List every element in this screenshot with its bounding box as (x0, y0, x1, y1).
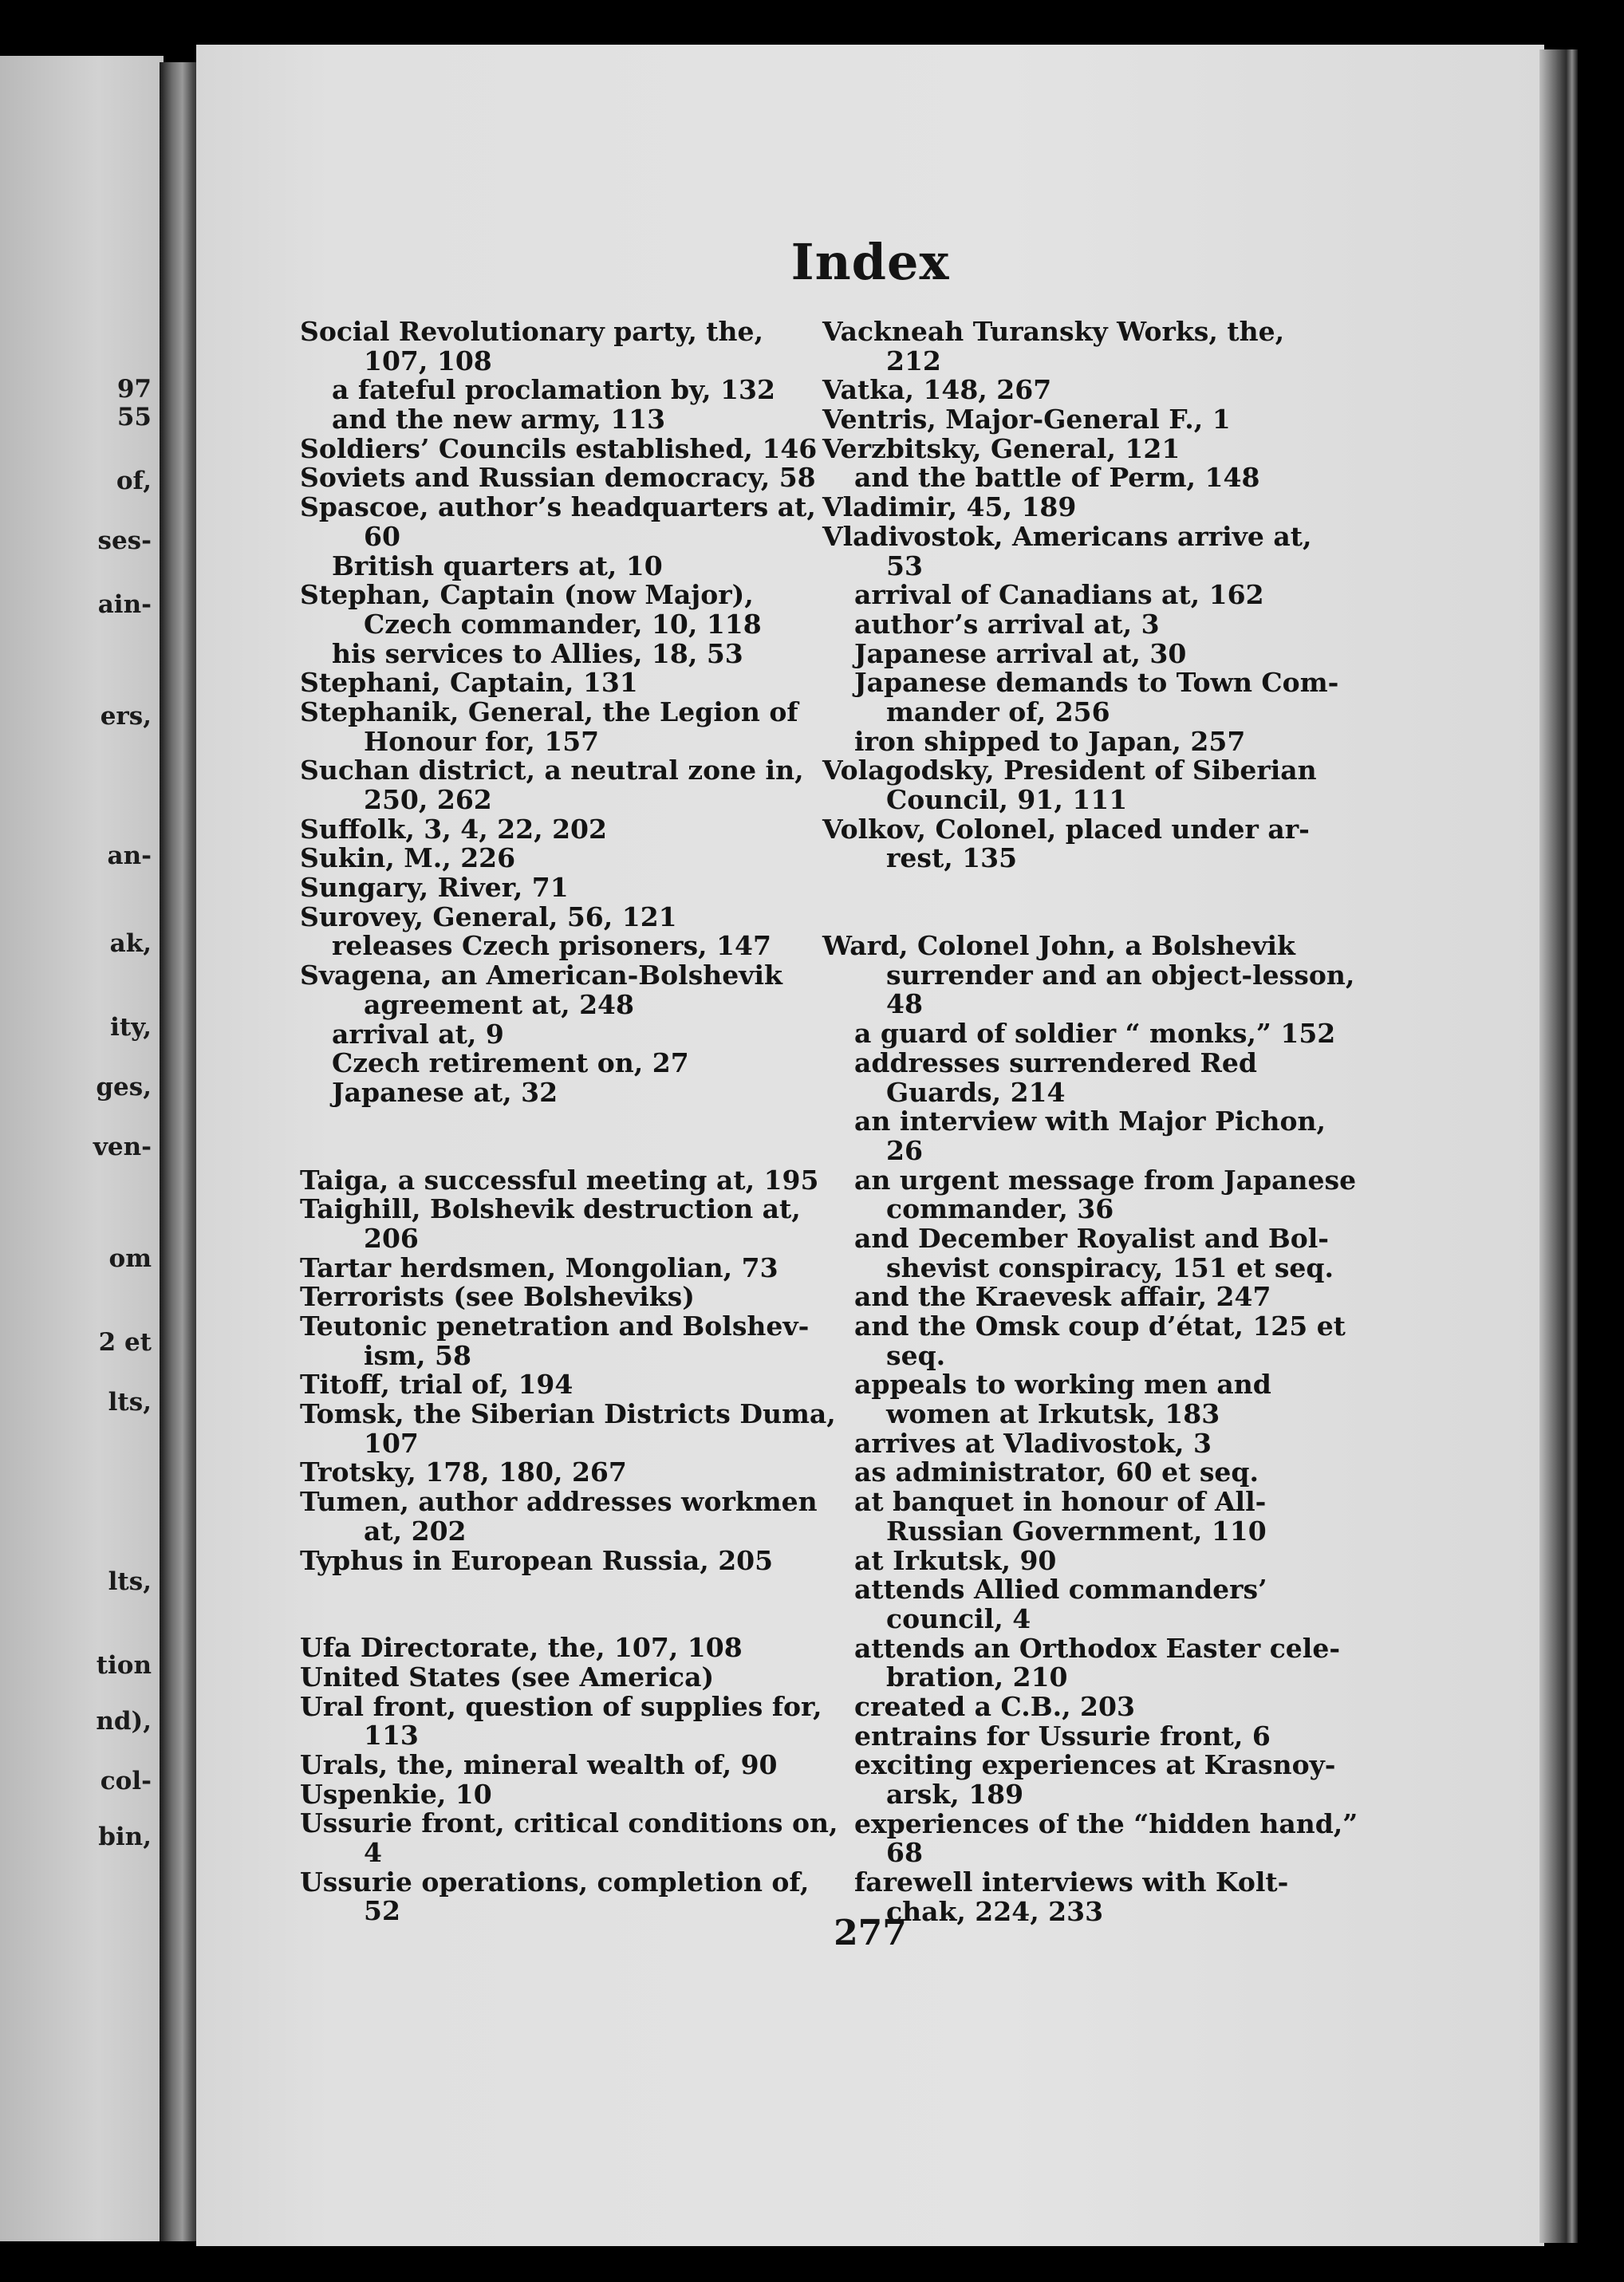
index-entry: Stephani, Captain, 131 (300, 667, 638, 699)
index-entry: Soldiers’ Councils established, 146 (300, 432, 818, 464)
index-entry: Ventris, Major-General F., 1 (822, 404, 1231, 436)
index-subentry: arrives at Vladivostok, 3 (854, 1427, 1212, 1459)
index-entry: Tartar herdsmen, Mongolian, 73 (300, 1251, 778, 1283)
index-subentry: 107, 108 (364, 345, 492, 376)
index-entry: Tomsk, the Siberian Districts Duma, (300, 1398, 836, 1430)
index-subentry: an urgent message from Japanese (854, 1164, 1357, 1196)
index-entry: Volagodsky, President of Siberian (822, 755, 1317, 786)
index-subentry: experiences of the “hidden hand,” (854, 1807, 1358, 1839)
index-entry: Urals, the, mineral wealth of, 90 (300, 1748, 778, 1780)
index-entry: Suffolk, 3, 4, 22, 202 (300, 813, 607, 845)
index-entry: Ussurie operations, completion of, (300, 1866, 810, 1898)
index-subentry: and the Kraevesk affair, 247 (854, 1281, 1271, 1313)
index-entry: Soviets and Russian democracy, 58 (300, 462, 816, 494)
index-subentry: and the new army, 113 (332, 404, 666, 436)
index-subentry: appeals to working men and (854, 1369, 1271, 1401)
page-edge (1539, 49, 1578, 2243)
index-subentry: created a C.B., 203 (854, 1690, 1135, 1722)
index-subentry: Honour for, 157 (364, 725, 600, 757)
index-subentry: a fateful proclamation by, 132 (332, 374, 775, 406)
index-subentry: releases Czech prisoners, 147 (332, 930, 771, 962)
index-subentry: as administrator, 60 et seq. (854, 1456, 1259, 1488)
index-subentry: arsk, 189 (886, 1779, 1024, 1810)
index-subentry: council, 4 (886, 1602, 1031, 1634)
index-subentry: and December Royalist and Bol- (854, 1222, 1329, 1254)
index-subentry: 68 (886, 1837, 923, 1869)
index-subentry: Japanese at, 32 (332, 1076, 558, 1108)
index-subentry: Czech commander, 10, 118 (364, 608, 762, 640)
left-page-fragment-text: 97 (116, 375, 152, 404)
index-subentry: 4 (364, 1837, 382, 1868)
index-subentry: 206 (364, 1222, 419, 1254)
index-subentry: arrival at, 9 (332, 1018, 504, 1050)
index-subentry: and the Omsk coup d’état, 125 et (854, 1310, 1346, 1342)
index-subentry: 113 (364, 1720, 419, 1752)
left-page-fragment-text: lts, (108, 1388, 152, 1417)
index-subentry: at, 202 (364, 1515, 467, 1547)
left-page-fragment-text: ven- (93, 1133, 152, 1161)
index-entry: Uspenkie, 10 (300, 1778, 492, 1810)
index-subentry: shevist conspiracy, 151 et seq. (886, 1251, 1334, 1283)
index-entry: Volkov, Colonel, placed under ar- (822, 813, 1310, 845)
index-subentry: iron shipped to Japan, 257 (854, 725, 1246, 757)
left-page-fragment-text: ity, (110, 1013, 152, 1042)
left-page-fragment-text: nd), (96, 1707, 152, 1736)
index-subentry: agreement at, 248 (364, 988, 634, 1020)
index-entry: Social Revolutionary party, the, (300, 316, 764, 347)
index-subentry: exciting experiences at Krasnoy- (854, 1749, 1336, 1781)
index-entry: Stephanik, General, the Legion of (300, 696, 798, 727)
index-subentry: 250, 262 (364, 784, 492, 815)
index-subentry: at banquet in honour of All- (854, 1486, 1267, 1518)
index-subentry: author’s arrival at, 3 (854, 608, 1160, 640)
index-subentry: farewell interviews with Kolt- (854, 1866, 1289, 1898)
index-entry: Stephan, Captain (now Major), (300, 579, 754, 611)
index-entry: Ussurie front, critical conditions on, (300, 1807, 838, 1839)
index-entry: Tumen, author addresses workmen (300, 1486, 818, 1518)
index-entry: Titoff, trial of, 194 (300, 1369, 574, 1401)
index-entry: Vladivostok, Americans arrive at, (822, 520, 1312, 552)
index-entry: Taiga, a successful meeting at, 195 (300, 1164, 819, 1196)
index-subentry: surrender and an object-lesson, (886, 959, 1355, 991)
index-subentry: addresses surrendered Red (854, 1046, 1257, 1078)
index-subentry: ism, 58 (364, 1339, 471, 1371)
page-title: Index (790, 233, 950, 291)
index-subentry: a guard of soldier “ monks,” 152 (854, 1018, 1336, 1050)
index-entry: Ufa Directorate, the, 107, 108 (300, 1632, 743, 1664)
index-entry: Verzbitsky, General, 121 (822, 432, 1181, 464)
index-subentry: Council, 91, 111 (886, 784, 1128, 815)
index-subentry: bration, 210 (886, 1661, 1068, 1693)
index-entry: Spascoe, author’s headquarters at, (300, 491, 816, 523)
index-subentry: 60 (364, 520, 400, 552)
left-page-fragment-text: col- (100, 1767, 152, 1795)
index-subentry: 26 (886, 1134, 923, 1166)
index-subentry: his services to Allies, 18, 53 (332, 637, 743, 669)
index-subentry: an interview with Major Pichon, (854, 1106, 1326, 1137)
left-page-fragment-text: of, (116, 467, 152, 495)
index-page (196, 45, 1544, 2246)
index-entry: Suchan district, a neutral zone in, (300, 755, 804, 786)
index-entry: Vatka, 148, 267 (822, 374, 1052, 406)
index-entry: Terrorists (see Bolsheviks) (300, 1281, 695, 1313)
left-page-fragment-text: an- (107, 841, 152, 870)
left-page-fragment-text: ain- (97, 590, 152, 619)
left-page-fragment-text: tion (96, 1651, 152, 1680)
index-subentry: entrains for Ussurie front, 6 (854, 1720, 1271, 1752)
left-page-fragment-text: ses- (97, 526, 152, 555)
left-page-fragment-text: 2 et (98, 1328, 152, 1357)
index-subentry: 48 (886, 988, 923, 1020)
index-subentry: attends an Orthodox Easter cele- (854, 1632, 1341, 1664)
index-subentry: 52 (364, 1895, 400, 1927)
index-subentry: 53 (886, 550, 923, 581)
index-entry: Typhus in European Russia, 205 (300, 1544, 774, 1576)
index-subentry: attends Allied commanders’ (854, 1574, 1267, 1606)
page-number: 277 (834, 1913, 907, 1953)
index-entry: Teutonic penetration and Bolshev- (300, 1310, 810, 1342)
index-subentry: commander, 36 (886, 1193, 1114, 1225)
index-entry: Surovey, General, 56, 121 (300, 901, 677, 932)
left-page-fragment-text: 55 (116, 403, 152, 432)
index-entry: Vladimir, 45, 189 (822, 491, 1077, 523)
left-page-fragment-text: ak, (109, 929, 152, 958)
section-gap (822, 873, 1524, 932)
left-page-fragment-text: ers, (100, 702, 152, 731)
index-subentry: Czech retirement on, 27 (332, 1047, 689, 1079)
index-subentry: Japanese arrival at, 30 (854, 637, 1187, 669)
index-entry: Trotsky, 178, 180, 267 (300, 1456, 627, 1488)
index-entry: Svagena, an American-Bolshevik (300, 960, 782, 991)
index-subentry: women at Irkutsk, 183 (886, 1398, 1220, 1430)
index-subentry: seq. (886, 1339, 946, 1371)
index-subentry: at Irkutsk, 90 (854, 1544, 1057, 1576)
index-entry: Vackneah Turansky Works, the, (822, 316, 1285, 347)
left-page-fragment (0, 56, 164, 2241)
index-entry: Ward, Colonel John, a Bolshevik (822, 930, 1295, 962)
index-column-right (822, 317, 1524, 1926)
index-entry: Ural front, question of supplies for, (300, 1690, 822, 1722)
index-subentry: mander of, 256 (886, 696, 1110, 727)
left-page-fragment-text: om (108, 1244, 152, 1273)
index-entry: United States (see America) (300, 1661, 715, 1693)
index-subentry: and the battle of Perm, 148 (854, 462, 1260, 494)
index-subentry: rest, 135 (886, 842, 1018, 874)
index-subentry: chak, 224, 233 (886, 1895, 1104, 1927)
left-page-fragment-text: lts, (108, 1567, 152, 1596)
book-spine (160, 62, 201, 2241)
index-subentry: arrival of Canadians at, 162 (854, 579, 1264, 611)
index-subentry: Russian Government, 110 (886, 1515, 1267, 1547)
index-entry: Taighill, Bolshevik destruction at, (300, 1193, 801, 1225)
index-subentry: British quarters at, 10 (332, 550, 663, 581)
left-page-fragment-text: ges, (96, 1073, 152, 1102)
index-entry: Sukin, M., 226 (300, 842, 516, 874)
index-subentry: Japanese demands to Town Com- (854, 667, 1339, 699)
left-page-fragment-text: bin, (98, 1823, 152, 1851)
index-subentry: 107 (364, 1427, 419, 1459)
index-entry: Sungary, River, 71 (300, 872, 569, 904)
index-subentry: Guards, 214 (886, 1076, 1066, 1108)
index-subentry: 212 (886, 345, 941, 376)
